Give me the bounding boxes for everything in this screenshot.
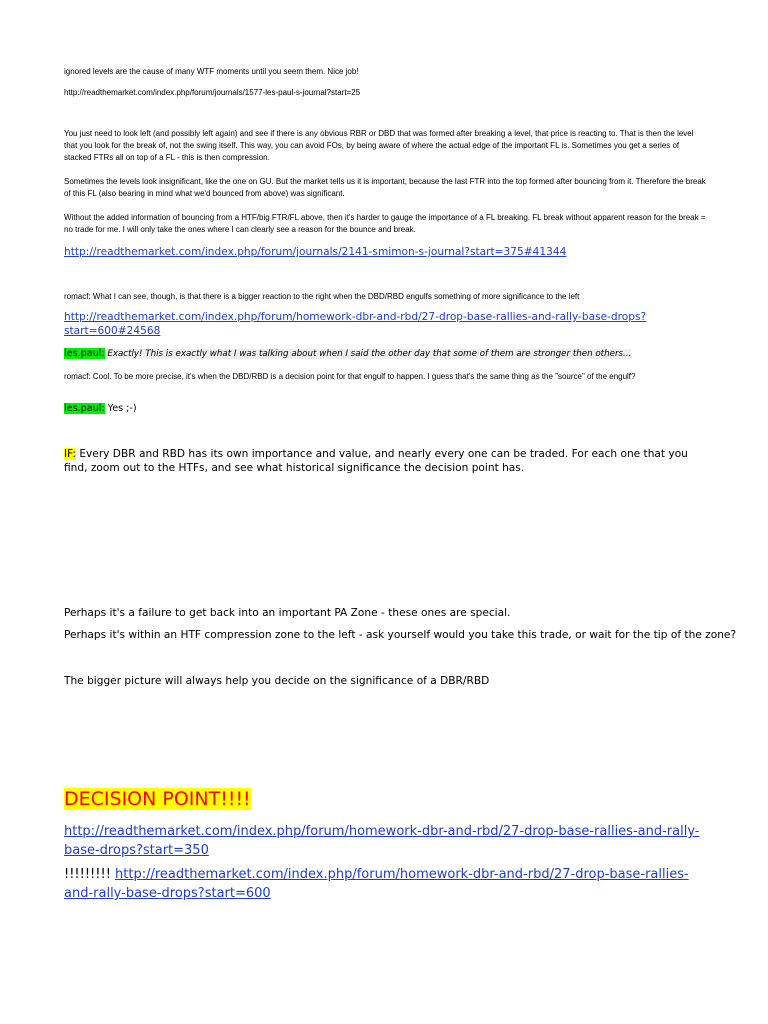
- dbr-rbd-link-350[interactable]: http://readthemarket.com/index.php/forum/homework-dbr-and-rbd/27-drop-base-rallies-and-rally-base-drops?start=350: [64, 824, 700, 858]
- dbr-rbd-link-600-24568[interactable]: http://readthemarket.com/index.php/forum/homework-dbr-and-rbd/27-drop-base-rallies-and-rally-base-drops?start=600#24568: [64, 311, 647, 337]
- lespaul-reply-1: [64, 347, 754, 362]
- exclaim-link-line: [64, 865, 704, 903]
- decision-point-heading: DECISION POINT!!!!: [64, 788, 251, 810]
- if-paragraph: [64, 447, 694, 475]
- exclaim-text: !!!!!!!!!: [64, 867, 116, 882]
- romacf-comment-2: romacf: Cool. To be more precise, it's when the DBD/RBD is a decision point for that engulf to happen. I guess that's the same thing as the "source" of the engulf?: [64, 371, 636, 381]
- paragraph-fl-break: Without the added information of bouncing from a HTF/big FTR/FL above, then it's harder to gauge the importance of a FL breaking. FL break without apparent reason for the break = no trade for me. I will only take the ones where I can clearly see a reason for the bounce and break.: [64, 212, 706, 235]
- lespaul-tag: les.paul:: [64, 348, 105, 359]
- paragraph-insignificant-levels: Sometimes the levels look insignificant, like the one on GU. But the market tells us it is important, because the last FTR into the top formed after bouncing from it. Therefore the break of this FL (also bearing in mind what we'd bounced from above) was significant.: [64, 176, 706, 199]
- lespaul-reply-2: [64, 402, 364, 416]
- romacf-comment-1: romacf: What I can see, though, is that there is a bigger reaction to the right when the DBD/RBD engulfs something of more significance to the left: [64, 291, 580, 301]
- lespaul-reply-text: Exactly! This is exactly what I was talking about when I said the other day that some of them are stronger then others...: [104, 349, 632, 359]
- dbr-rbd-link-600[interactable]: http://readthemarket.com/index.php/forum/homework-dbr-and-rbd/27-drop-base-rallies-and-rally-base-drops?start=600: [64, 867, 689, 901]
- perhaps-htf-compression: Perhaps it's within an HTF compression zone to the left - ask yourself would you take this trade, or wait for the tip of the zone?: [64, 629, 737, 641]
- perhaps-pa-zone: Perhaps it's a failure to get back into an important PA Zone - these ones are special.: [64, 607, 511, 619]
- lespaul-tag-2: les.paul:: [64, 403, 105, 414]
- if-tag: IF:: [64, 448, 76, 460]
- paragraph-look-left: You just need to look left (and possibly left again) and see if there is any obvious RBR or DBD that was formed after breaking a level, that price is reacting to. That is then the level that you look for the break of, not the swing itself. This way, you can avoid FOs, by being aware of where the actual edge of the important FL is. Sometimes you get a series of stacked FTRs all on top of a FL - this is then compression.: [64, 128, 694, 163]
- lespaul-reply-2-text: Yes ;-): [104, 403, 137, 414]
- journal-url-text: http://readthemarket.com/index.php/forum/journals/1577-les-paul-s-journal?start=25: [64, 87, 361, 97]
- if-text: Every DBR and RBD has its own importance and value, and nearly every one can be traded. For each one that you find, zoom out to the HTFs, and see what historical significance the decision point has.: [64, 448, 688, 474]
- bigger-picture: The bigger picture will always help you decide on the significance of a DBR/RBD: [64, 675, 490, 687]
- comment-text: ignored levels are the cause of many WTF moments until you seem them. Nice job!: [64, 66, 359, 76]
- smimon-journal-link[interactable]: http://readthemarket.com/index.php/forum/journals/2141-smimon-s-journal?start=375#41344: [64, 246, 567, 258]
